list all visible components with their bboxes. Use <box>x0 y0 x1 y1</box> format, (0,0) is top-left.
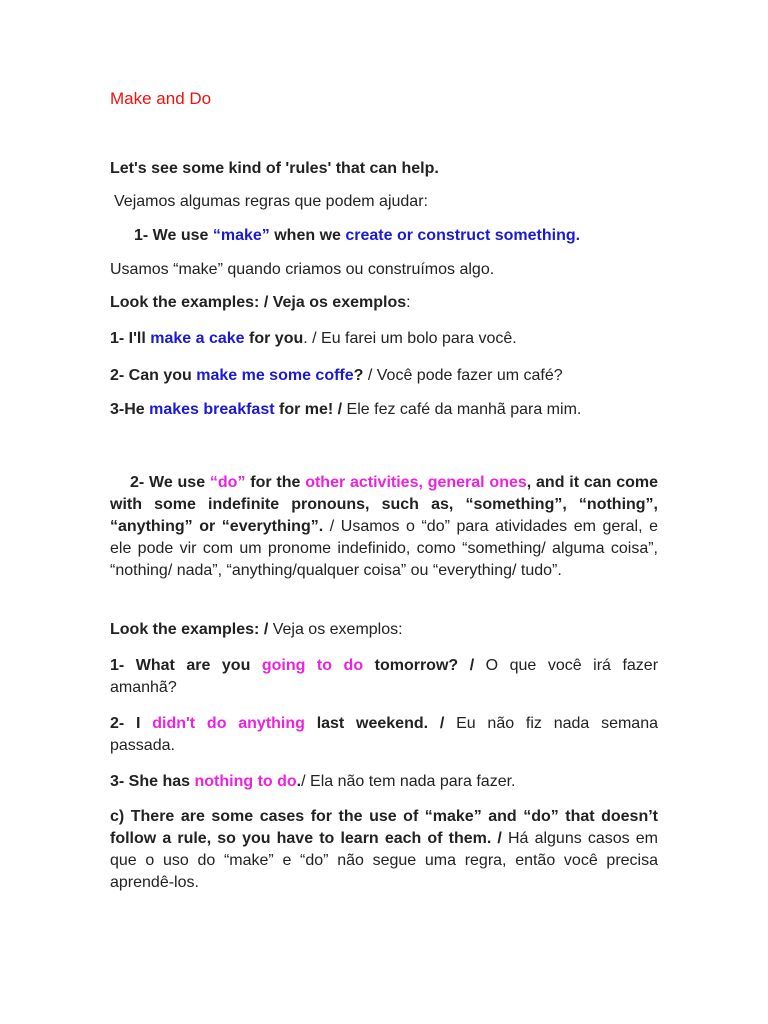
rule2-ex1-a: 1- What are you <box>110 657 262 674</box>
rule1-ex1-b: for you <box>244 330 304 347</box>
rule2-ex1-translation: O que você irá fazer amanhã? <box>110 657 659 696</box>
rule2-paragraph <box>110 472 658 582</box>
rule1-ex1-translation: . / Eu farei um bolo para você. <box>303 330 517 347</box>
rule1-heading <box>134 225 682 247</box>
rule1-ex2-a: 2- Can you <box>110 367 197 384</box>
rule1-keyword: “make” <box>212 227 270 244</box>
rule2-text-b: for the <box>245 474 306 491</box>
rule2-example-3 <box>110 771 658 793</box>
rule2-ex3-highlight: nothing to do <box>194 773 297 790</box>
rule2-examples-label <box>110 619 658 641</box>
rule1-ex3-highlight: makes breakfast <box>149 401 275 418</box>
rule1-ex1-highlight: make a cake <box>150 330 245 347</box>
rule2-examples-label-bold: Look the examples: / <box>110 621 269 638</box>
page-title: Make and Do <box>110 89 212 108</box>
rule1-text-b: when we <box>269 227 346 244</box>
intro-english <box>110 158 658 180</box>
rule1-example-3 <box>110 399 658 421</box>
rule2-ex2-highlight: didn't do anything <box>152 715 305 732</box>
rule2-ex2-b: last weekend. / <box>304 715 445 732</box>
rule1-ex3-a: 3-He <box>110 401 150 418</box>
rule1-examples-label-colon: : <box>406 294 411 311</box>
rule1-ex3-translation: Ele fez café da manhã para mim. <box>342 401 582 418</box>
rule3-portuguese: Há alguns casos em que o uso do “make” e “do” não segue uma regra, então você precisa aprendê-los. <box>110 830 658 891</box>
rule3-paragraph <box>110 806 658 894</box>
rule2-ex2-a: 2- I <box>110 715 153 732</box>
rule1-number: 1- <box>134 227 149 244</box>
rule2-ex1-highlight: going to do <box>261 657 364 674</box>
rule2-highlight: other activities, general ones <box>305 474 527 491</box>
rule2-text-a: 2- We use <box>130 474 210 491</box>
rule2-portuguese: / Usamos o “do” para atividades em geral, e ele pode vir com um pronome indefinido, como “something/ alguma coisa”, “nothing/ nada”, “anything/qualquer coisa” ou “everything/ tudo”. <box>110 518 658 579</box>
rule1-example-1 <box>110 328 658 350</box>
rule2-example-1 <box>110 655 658 699</box>
rule1-examples-label <box>110 292 658 314</box>
rule1-portuguese: Usamos “make” quando criamos ou construímos algo. <box>110 261 495 278</box>
rule1-example-2 <box>110 365 658 387</box>
rule1-highlight: create or construct something. <box>345 227 581 244</box>
rule1-ex1-a: 1- I'll <box>110 330 151 347</box>
rule1-text-a: We use <box>148 227 213 244</box>
rule2-ex2-translation: Eu não fiz nada semana passada. <box>110 715 658 754</box>
rule2-example-2 <box>110 713 658 757</box>
rule2-ex3-b: . <box>296 773 302 790</box>
rule2-ex3-translation: / Ela não tem nada para fazer. <box>301 773 516 790</box>
rule1-ex2-b: ? <box>353 367 364 384</box>
rule1-ex3-b: for me! / <box>274 401 343 418</box>
rule1-ex2-highlight: make me some coffe <box>196 367 354 384</box>
rule1-examples-label-bold: Look the examples: / Veja os exemplos <box>110 294 407 311</box>
rule2-ex3-a: 3- She has <box>110 773 195 790</box>
rule2-examples-label-rest: Veja os exemplos: <box>268 621 403 638</box>
rule3-bold: c) There are some cases for the use of “make” and “do” that doesn’t follow a rule, so you have to learn each of them. / <box>110 808 658 847</box>
rule2-keyword: “do” <box>209 474 246 491</box>
intro-english-text: Let's see some kind of 'rules' that can help. <box>110 160 439 177</box>
rule1-ex2-translation: / Você pode fazer um café? <box>363 367 563 384</box>
rule2-text-c: , and it can come with some indefinite pronouns, such as, “something”, “nothing”, “anything” or “everything”. <box>110 474 659 535</box>
intro-portuguese: Vejamos algumas regras que podem ajudar: <box>114 193 428 210</box>
rule2-ex1-b: tomorrow? / <box>363 657 475 674</box>
